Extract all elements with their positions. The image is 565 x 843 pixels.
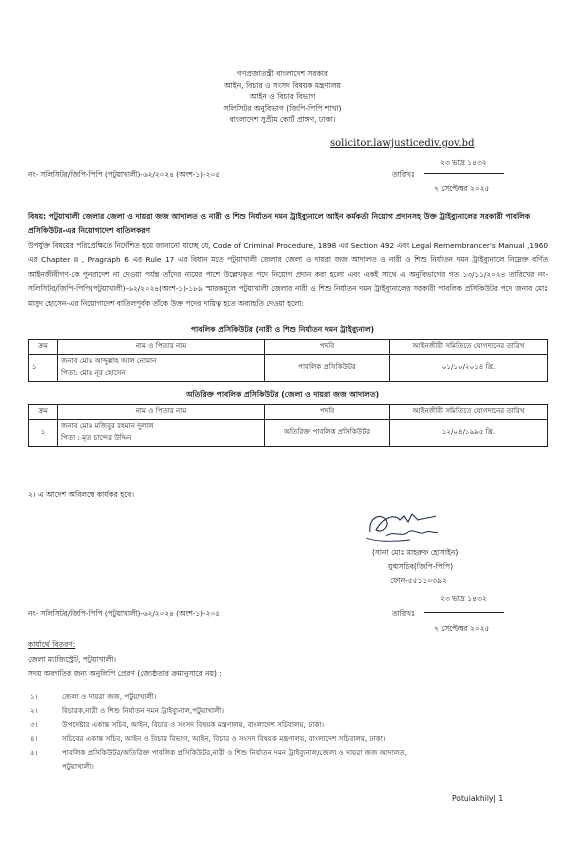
distribution-primary: জেলা ম্যাজিস্ট্রেট, পটুয়াখালী। — [28, 655, 117, 664]
memo2-date-bangla: ২৩ ভাদ্র ১৪৩২ — [440, 594, 487, 603]
cell-designation: অতিরিক্ত পাবলিক প্রসিকিউটর — [265, 420, 390, 447]
person-name: জনাব মোঃ মজিবুর রহমান দুলাল — [61, 421, 154, 430]
signatory-title: যুগ্মসচিব(জিপি-পিপি) — [388, 562, 453, 571]
header-line-govt: গণপ্রজাতন্ত্রী বাংলাদেশ সরকার — [236, 69, 329, 78]
memo-date-english: ৭ সেপ্টেম্বর ২০২৫ — [434, 184, 490, 193]
col-name: নাম ও পিতার নাম — [58, 405, 265, 420]
cell-name — [58, 355, 265, 382]
list-text: পটুয়াখালী। — [62, 762, 94, 771]
cell-name — [58, 420, 265, 447]
memo2-date-label: তারিখঃ — [392, 609, 415, 618]
list-item — [30, 747, 550, 759]
header-line-ministry: আইন, বিচার ও সংসদ বিষয়ক মন্ত্রণালয় — [224, 80, 341, 90]
list-text: পাবলিক প্রসিকিউটর/অতিরিক্ত পাবলিক প্রসিকিউটর,নারী ও শিশু নির্যাতন দমন ট্রাইব্যুনাল/জেলা ও দায়রা জজ আদালত, — [62, 748, 408, 757]
date-divider — [424, 173, 504, 174]
list-item — [30, 691, 550, 703]
date-divider — [424, 612, 504, 613]
header-line-address: বাংলাদেশ সুপ্রীম কোর্ট প্রাঙ্গণ, ঢাকা। — [229, 115, 336, 124]
cell-serial: ১ — [29, 355, 58, 382]
signatory-phone: ফোন-৫৫১১০৩৯২ — [390, 576, 447, 585]
distribution-heading: কার্যার্থে বিতরণ: — [28, 640, 76, 649]
list-text: উপদেষ্টার একান্ত সচিব, আইন, বিচার ও সংসদ বিষয়ক মন্ত্রণালয়, বাংলাদেশ সচিবালয়, ঢাকা। — [62, 720, 325, 729]
signatory-name: (সানা মোঃ মাহরুফ হোসাইন) — [372, 548, 459, 557]
list-item — [30, 733, 550, 745]
col-name: নাম ও পিতার নাম — [58, 340, 265, 355]
col-designation: পদবি — [265, 405, 390, 420]
col-joining-date: আইনজীবী সমিতিতে যোগদানের তারিখ — [390, 405, 548, 420]
signature-mark — [364, 508, 444, 544]
table2-caption: অতিরিক্ত পাবলিক প্রসিকিউটর (জেলা ও দায়রা জজ আদালত) — [185, 390, 380, 399]
table-row — [29, 355, 548, 382]
list-number: ৫। — [30, 748, 38, 757]
col-serial: ক্রম — [29, 340, 58, 355]
list-text: সচিবের একান্ত সচিব, আইন ও বিচার বিভাগ, আইন, বিচার ও সংসদ বিষয়ক মন্ত্রণালয়, বাংলাদেশ সচিবালয়, ঢাকা। — [62, 734, 386, 743]
col-joining-date: আইনজীবী সমিতিতে যোগদানের তারিখ — [390, 340, 548, 355]
father-name: পিতা: মোঃ নূর হোসেন — [61, 368, 126, 377]
page-footer: Potuiakhily| 1 — [452, 794, 504, 803]
memo-date-bangla: ২৩ ভাদ্র ১৪৩২ — [440, 158, 487, 167]
cell-joining-date: ০১/১০/২০১৪ খ্রি. — [390, 355, 548, 382]
father-name: পিতা : মৃত চান্দের উদ্দিন — [61, 433, 132, 442]
list-item — [30, 705, 550, 717]
website-link[interactable]: solicitor.lawjusticediv.gov.bd — [330, 138, 475, 149]
col-serial: ক্রম — [29, 405, 58, 420]
list-item — [30, 761, 550, 773]
subject-line: বিষয়: পটুয়াখালী জেলার জেলা ও দায়রা জজ আদালত ও নারী ও শিশু নির্যাতন দমন ট্রাইব্যুনালে আইন কর্মকর্তা নিয়োগ প্রদানসহ উক্ত ট্রাইব্যুনালের সরকারী পাবলিক প্রসিকিউটর-এর নিয়োগাদেশ বাতিলকরণ — [28, 212, 531, 235]
distribution-cc-heading: সদয় অবগতির জন্য অনুলিপি প্রেরণ (জ্যেষ্ঠতার ক্রমানুসারে নয়) : — [28, 669, 222, 678]
memo-ref-number: নং- সলিসিটর/জিপি-পিপি (পটুয়াখালী)-৬২/২০২৪ (অংশ-১)-২০৫ — [28, 170, 220, 179]
cell-joining-date: ১২/০৪/১৯৯৫ খ্রি. — [390, 420, 548, 447]
memo2-ref-number: নং- সলিসিটর/জিপি-পিপি (পটুয়াখালী)-৬২/২০২৪ (অংশ-১)-২০৫ — [28, 609, 220, 618]
table-additional-public-prosecutor — [28, 404, 548, 447]
person-name: জনাব মোঃ আব্দুল্লাহ আল নোমান — [61, 356, 157, 365]
cell-designation: পাবলিক প্রসিকিউটর — [265, 355, 390, 382]
col-designation: পদবি — [265, 340, 390, 355]
body-paragraph: উপর্যুক্ত বিষয়ের পরিপ্রেক্ষিতে নির্দেশিত হয়ে জানানো যাচ্ছে যে, Code of Criminal Procedure, 1898 এর Section 492 এবং Legal Remembrancer's Manual ,1960 এর Chapter II , Pragraph 6 এর Rule 17 এর বিধান মতে পটুয়াখালী জেলার জেলা ও দায়রা জজ আদালত ও নারী ও শিশু নির্যাতন দমন ট্রাইব্যুনালে নিম্নেক্ত বর্ণিত আইনজীবীগণ-কে পুনরাদেশ না দেওয়া পর্যন্ত তাঁদের নামের পাশে উল্লেখকৃত পদে নিয়োগ প্রদান করা হলো এবং একই সাথে এ অনুবিভাগের গত ১৩/১১/২০২৪ তারিখের নং-সলিসিটর/জিপি-পিপি(পটুয়াখালী)-৬২/২০২৪(অংশ-১)-১৮৯ স্মারকমূলে পটুয়াখালী জেলার নারী ও শিশু নির্যাতন দমন ট্রাইব্যুনালের সরকারী পাবলিক প্রসিকিউটর পদে জনাব মোঃ মাসুদ হোসেন-এর নিয়োগাদেশ বাতিলপূর্বক তাঁকে উক্ত পদের দায়িত্ব হতে অব্যাহতি দেওয়া হলো: — [28, 241, 548, 308]
list-number: ৪। — [30, 734, 38, 743]
list-text: বিচারক,নারী ও শিশু নির্যাতন দমন ট্রাইব্যুনাল,পটুয়াখালী। — [62, 706, 225, 715]
cell-serial: ১ — [29, 420, 58, 447]
list-number: ১। — [30, 692, 38, 701]
memo2-date-english: ৭ সেপ্টেম্বর ২০২৫ — [434, 624, 490, 633]
header-line-wing: সলিসিটর অনুবিভাগ (জিপি-পিপি শাখা) — [223, 103, 342, 113]
table-row — [29, 420, 548, 447]
list-number: ২। — [30, 706, 38, 715]
list-text: জেলা ও দায়রা জজ, পটুয়াখালী। — [62, 692, 157, 701]
list-item — [30, 719, 550, 731]
header-ministry-lines — [0, 68, 565, 126]
table-header-row — [29, 340, 548, 355]
list-number: ৩। — [30, 720, 38, 729]
memo-date-label: তারিখঃ — [392, 170, 415, 179]
header-line-division: আইন ও বিচার বিভাগ — [249, 92, 316, 101]
clause-effective: ২। এ আদেশ অবিলম্বে কার্যকর হবে। — [28, 490, 135, 499]
table-header-row — [29, 405, 548, 420]
table-public-prosecutor — [28, 339, 548, 382]
table1-caption: পাবলিক প্রসিকিউটর (নারী ও শিশু নির্যাতন দমন ট্রাইব্যুনাল) — [190, 325, 375, 334]
